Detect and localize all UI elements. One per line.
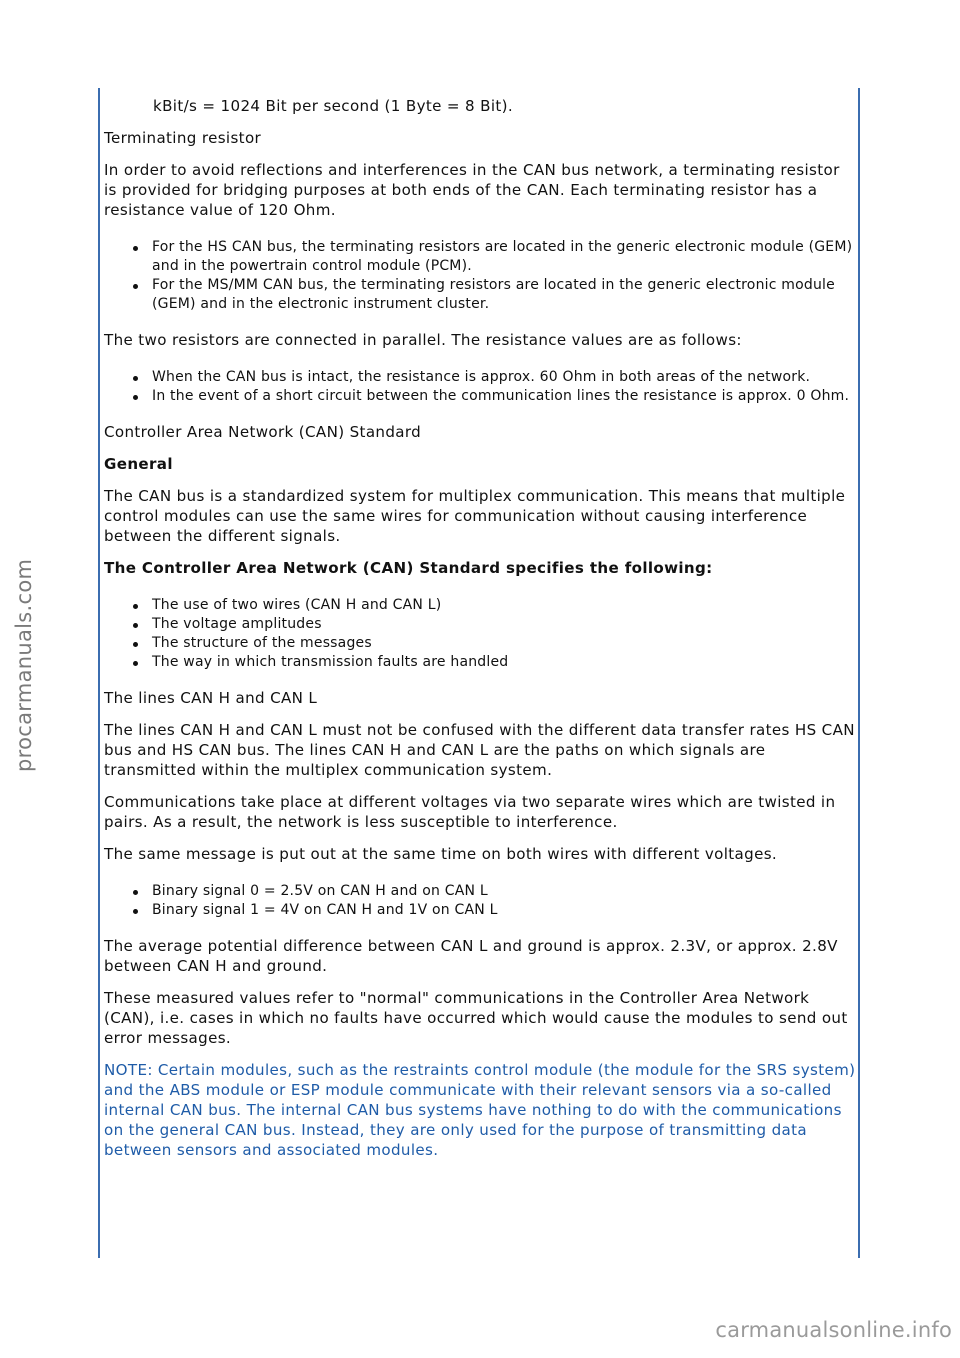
paragraph-terminating-resistor: In order to avoid reflections and interferences in the CAN bus network, a terminating resistor is provided for bridging purposes at both ends of the CAN. Each terminating resistor has a resistance value of 120 Ohm. (104, 161, 840, 219)
section-heading-can-standard: Controller Area Network (CAN) Standard (104, 423, 422, 441)
unit-definition: kBit/s = 1024 Bit per second (1 Byte = 8 Bit). (153, 97, 514, 115)
section-heading-terminating-resistor: Terminating resistor (104, 129, 262, 147)
binary-signal-list (104, 876, 856, 920)
left-margin-rule (98, 88, 100, 1258)
standard-specs-list (104, 590, 856, 672)
list-item: In the event of a short circuit between the communication lines the resistance is approx. 0 Ohm. (104, 387, 856, 406)
list-item: The voltage amplitudes (104, 615, 856, 634)
section-heading-can-lines: The lines CAN H and CAN L (104, 689, 318, 707)
page-content (104, 96, 856, 1172)
paragraph-can-lines: The lines CAN H and CAN L must not be confused with the different data transfer rates HS CAN bus and HS CAN bus. The lines CAN H and CAN L are the paths on which signals are transmitted within the multiplex communication system. (104, 721, 855, 779)
paragraph-twisted-pairs: Communications take place at different voltages via two separate wires which are twisted in pairs. As a result, the network is less susceptible to interference. (104, 793, 836, 831)
right-margin-rule (858, 88, 860, 1258)
heading-standard-specifies: The Controller Area Network (CAN) Standard specifies the following: (104, 559, 713, 577)
list-item: For the MS/MM CAN bus, the terminating resistors are located in the generic electronic module (GEM) and in the electronic instrument cluster. (104, 276, 856, 314)
paragraph-measured-values: These measured values refer to "normal" communications in the Controller Area Network (CAN), i.e. cases in which no faults have occurred which would cause the modules to send out error messages. (104, 989, 848, 1047)
list-item: Binary signal 0 = 2.5V on CAN H and on CAN L (104, 882, 856, 901)
paragraph-can-general: The CAN bus is a standardized system for multiplex communication. This means that multiple control modules can use the same wires for communication without causing interference between the different signals. (104, 487, 846, 545)
paragraph-parallel-resistors: The two resistors are connected in parallel. The resistance values are as follows: (104, 331, 742, 349)
paragraph-same-message: The same message is put out at the same time on both wires with different voltages. (104, 845, 778, 863)
note-internal-can-bus: NOTE: Certain modules, such as the restraints control module (the module for the SRS system) and the ABS module or ESP module communicate with their relevant sensors via a so-called internal CAN bus. The internal CAN bus systems have nothing to do with the communications on the general CAN bus. Instead, they are only used for the purpose of transmitting data between sensors and associated modules. (104, 1061, 856, 1159)
list-item: When the CAN bus is intact, the resistance is approx. 60 Ohm in both areas of the network. (104, 368, 856, 387)
list-item: For the HS CAN bus, the terminating resistors are located in the generic electronic module (GEM) and in the powertrain control module (PCM). (104, 238, 856, 276)
resistance-values-list (104, 362, 856, 406)
list-item: The structure of the messages (104, 634, 856, 653)
list-item: The use of two wires (CAN H and CAN L) (104, 596, 856, 615)
list-item: Binary signal 1 = 4V on CAN H and 1V on CAN L (104, 901, 856, 920)
bottom-watermark: carmanualsonline.info (715, 1318, 952, 1342)
heading-general: General (104, 455, 173, 473)
paragraph-potential-difference: The average potential difference between CAN L and ground is approx. 2.3V, or approx. 2.8V between CAN H and ground. (104, 937, 838, 975)
resistor-location-list (104, 232, 856, 314)
side-watermark: procarmanuals.com (12, 558, 36, 772)
list-item: The way in which transmission faults are handled (104, 653, 856, 672)
